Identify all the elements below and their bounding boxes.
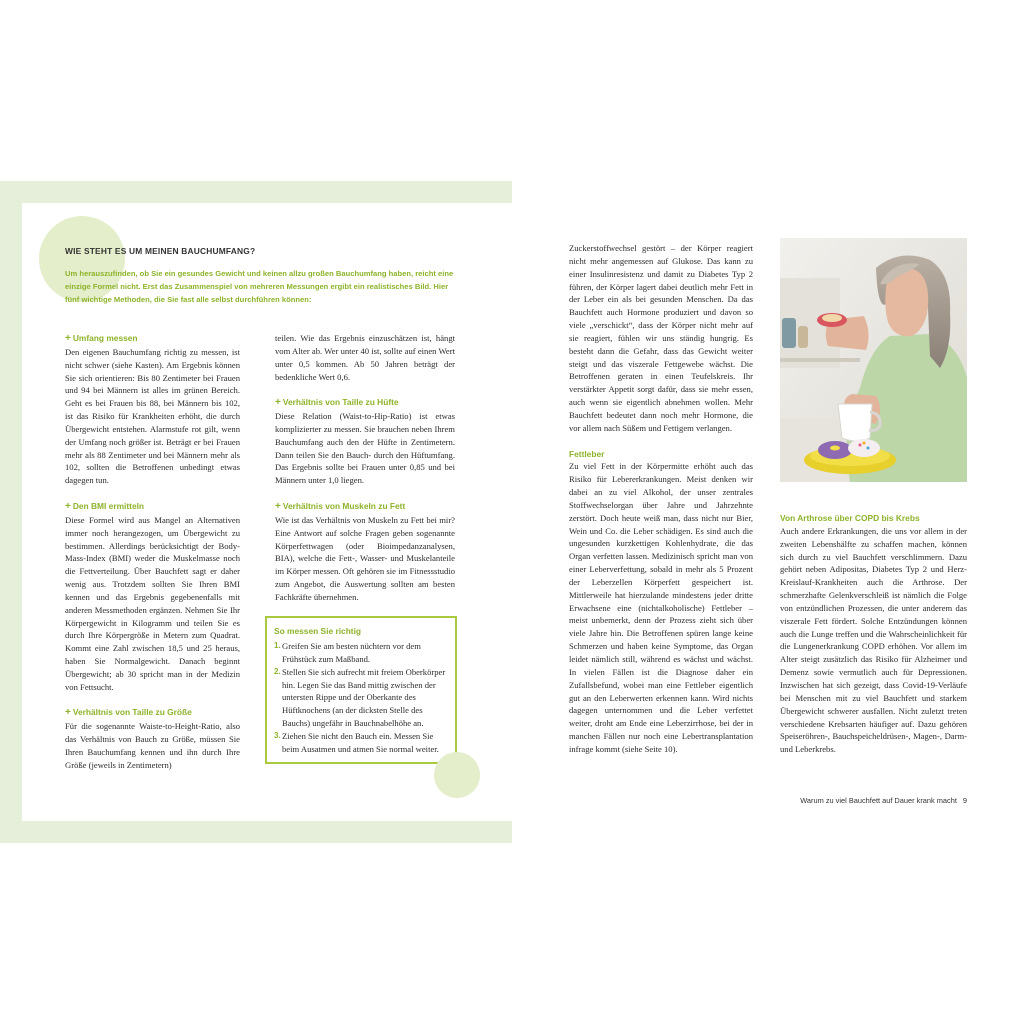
instruction-step: 3. Ziehen Sie nicht den Bauch ein. Messen Sie beim Ausatmen und atmen Sie normal weiter. <box>274 730 439 754</box>
box-intro: Um herauszufinden, ob Sie ein gesundes Gewicht und keinen allzu großen Bauchumfang haben, reicht eine einzige Formel nicht. Erst das Zusammenspiel von mehreren Messungen ergibt ein realistisches Bild. Hier fünf wichtige Methoden, die Sie fast alle selbst durchführen können: <box>65 269 454 304</box>
right-column-2 <box>780 512 967 756</box>
heading-fettleber: Fettleber <box>569 448 605 459</box>
woman-eating-donut-photo <box>780 238 967 482</box>
plus-icon: + <box>65 707 71 719</box>
paragraph-stoffwechsel: Zuckerstoffwechsel gestört – der Körper reagiert nicht mehr angemessen auf Glukose. Das kann zu einer Insulinresistenz und damit zu Diabetes Typ 2 führen, der Körper lagert dabei deutlich mehr Fett in der Leber ein als bei gesunden Menschen. Da das Bauchfett auch Hormone produziert und davon so viele „verschickt“, dass der Körper nicht mehr auf sie reagiert, fühlen wir uns ständig hungrig. Es besteht dann die Gefahr, dass das Gewicht weiter steigt und das viszerale Fettgewebe wächst. Die Betroffenen geraten in einen Teufelskreis. Ihr verstärkter Appetit sorgt dafür, dass sie mehr essen, auch wenn sie eigentlich abnehmen wollen. Mehr Bauchfett bedeutet dann noch mehr Hormone, die vor allem nach Süßem und Fettigem verlangen. <box>569 243 753 433</box>
plus-icon: + <box>65 500 71 512</box>
box-title: WIE STEHT ES UM MEINEN BAUCHUMFANG? <box>65 246 256 256</box>
method-heading-muskeln-fett: + Verhältnis von Muskeln zu Fett <box>275 500 406 512</box>
method-heading-taille-huefte: + Verhältnis von Taille zu Hüfte <box>275 397 399 409</box>
method-text-taille-groesse: Für die sogenannte Waiste-to-Height-Ratio, also das Verhältnis von Bauch zu Größe, müssen Sie Ihren Bauchumfang kennen und ihn durch Ihre Größe (jeweils in Zentimetern) <box>65 721 240 770</box>
page-footer <box>700 796 967 805</box>
box-column-1 <box>65 332 240 772</box>
decorative-circle-bottom <box>434 752 480 798</box>
instructions-list <box>274 640 451 756</box>
running-title: Warum zu viel Bauchfett auf Dauer krank macht <box>800 796 957 805</box>
instruction-step: 2. Stellen Sie sich aufrecht mit freiem Oberkörper hin. Legen Sie das Band mittig zwischen der untersten Rippe und der Oberkante des Hüftknochens (an der dicksten Stelle des Bauchs) ungefähr in Bauchnabelhöhe an. <box>274 666 446 729</box>
method-text-umfang: Den eigenen Bauchumfang richtig zu messen, ist nicht schwer (siehe Kasten). Am Ergebnis können Sie sich orientieren: Bis 80 Zentimeter bei Frauen und 94 bei Männern ist alles im grünen Bereich. Geht es bei Frauen bis 88, bei Männern bis 102, ist das Risiko für Krankheiten erhöht, die durch Übergewicht entstehen. Alarmstufe rot gilt, wenn der Umfang noch größer ist. Beträgt er bei Frauen mehr als 88 Zentimeter und bei Männern mehr als 102, sollten die Betroffenen unbedingt etwas dagegen tun. <box>65 346 240 486</box>
paragraph-fettleber: Zu viel Fett in der Körpermitte erhöht auch das Risiko für Lebererkrankungen. Meist denken wir dabei an zu viel Alkohol, der unser zentrales Stoffwechselorgan über Jahre und Jahrzehnte zerstört. Doch heute weiß man, dass nicht nur Bier, Wein und Co. die Leber schädigen. Es sind auch die ungesunden kurzkettigen Kohlenhydrate, die das Organ verfetten lassen. Medizinisch spricht man von einer Leberverfettung, sobald in mehr als 5 Prozent der Leberzellen Körperfett gespeichert ist. Mittlerweile hat hierzulande mindestens jeder dritte Erwachsene eine (nichtalkoholische) Fettleber – meist unbemerkt, denn der Prozess zieht sich über viele Jahre hin. Die Betroffenen spüren lange keine Schmerzen und haben keine Symptome, das Organ leidet nämlich still, während es wächst und wächst. In vielen Fällen ist die Diagnose daher ein Zufallsbefund, wobei man eine Fettleber eigentlich gut an den Leberwerten erkennen kann. Wird nichts dagegen unternommen und die Leber verfettet weiter, droht am Ende eine Leberzirrhose, bei der in manchen Fällen nur noch eine Lebertransplantation infrage kommt (siehe Seite 10). <box>569 461 753 754</box>
instructions-title: So messen Sie richtig <box>274 626 362 636</box>
method-text-continued: teilen. Wie das Ergebnis einzuschätzen ist, hängt vom Alter ab. Wer unter 40 ist, sollte auf einen Wert unter 0,5 kommen. Ab 50 Jahren beträgt der bedenkliche Wert 0,6. <box>275 333 455 382</box>
method-heading-bmi: + Den BMI ermitteln <box>65 500 145 512</box>
method-text-muskeln-fett: Wie ist das Verhältnis von Muskeln zu Fett bei mir? Eine Antwort auf solche Fragen geben sogenannte Körperfettwagen (oder Bioimpedanzanalysen, BIA), welche die Fett-, Wasser- und Muskelanteile im Körper messen. Oft gehören sie im Fitnessstudio zum Angebot, die Auswertung sollten am besten Fachkräfte übernehmen. <box>275 514 455 602</box>
method-heading-taille-groesse: + Verhältnis von Taille zu Größe <box>65 707 192 719</box>
right-column-1 <box>569 242 753 756</box>
plus-icon: + <box>275 500 281 512</box>
method-heading-umfang: + Umfang messen <box>65 333 138 344</box>
paragraph-arthrose: Auch andere Erkrankungen, die uns vor allem in der zweiten Lebenshälfte zu schaffen machen, können sich durch zu viel Bauchfett verschlimmern. Dazu gehört neben Adipositas, Diabetes Typ 2 und Herz-Kreislauf-Krankheiten auch die Arthrose. Der schmerzhafte Gelenkverschleiß ist nämlich die Folge von entzündlichen Prozessen, die unter anderem das viszerale Fett fördert. Solche Entzündungen können auch die Lunge treffen und die Wahrscheinlichkeit für die Lungenerkrankung COPD erhöhen. Vor allem im Alter steigt zusätzlich das Risiko für Alzheimer und Demenz sowie vermutlich auch für Depressionen. Inzwischen hat sich gezeigt, dass Covid-19-Verläufe bei Menschen mit zu viel Bauchfett und starkem Übergewicht schwerer ausfallen. Nicht zuletzt treten verschiedene Krebsarten häufiger auf. Dazu gehören Speiseröhren-, Bauchspeicheldrüsen-, Magen-, Darm- und Leberkrebs. <box>780 525 967 755</box>
method-text-taille-huefte: Diese Relation (Waist-to-Hip-Ratio) ist etwas komplizierter zu messen. Sie brauchen neben Ihrem Bauchumfang auch den der Hüfte in Zentimetern. Dann teilen Sie den Bauch- durch den Hüftumfang. Das Ergebnis sollte bei Frauen unter 0,85 und bei Männern unter 1,0 liegen. <box>275 411 455 486</box>
method-text-bmi: Diese Formel wird aus Mangel an Alternativen immer noch herangezogen, um Übergewicht zu bestimmen. Allerdings berücksichtigt der Body-Mass-Index (BMI) weder die Muskelmasse noch die Fettverteilung. Über Bauchfett sagt er daher wenig aus. Trotzdem sollten Sie Ihren BMI kennen und das Ergebnis gegebenenfalls mit anderen Messmethoden ergänzen. Nehmen Sie Ihr Körpergewicht in Kilogramm und teilen Sie es durch Ihre Körpergröße in Metern zum Quadrat. Kommt eine Zahl zwischen 18,5 und 25 heraus, haben Sie Normalgewicht. Danach beginnt Übergewicht; ab 30 spricht man in der Medizin von Fettsucht. <box>65 514 240 692</box>
heading-arthrose: Von Arthrose über COPD bis Krebs <box>780 513 920 523</box>
measure-instructions-box <box>265 616 457 764</box>
page-number: 9 <box>962 796 967 805</box>
plus-icon: + <box>275 397 281 409</box>
instruction-step: 1. Greifen Sie am besten nüchtern vor dem Frühstück zum Maßband. <box>274 641 421 664</box>
box-column-2 <box>275 332 455 604</box>
plus-icon: + <box>65 333 71 344</box>
